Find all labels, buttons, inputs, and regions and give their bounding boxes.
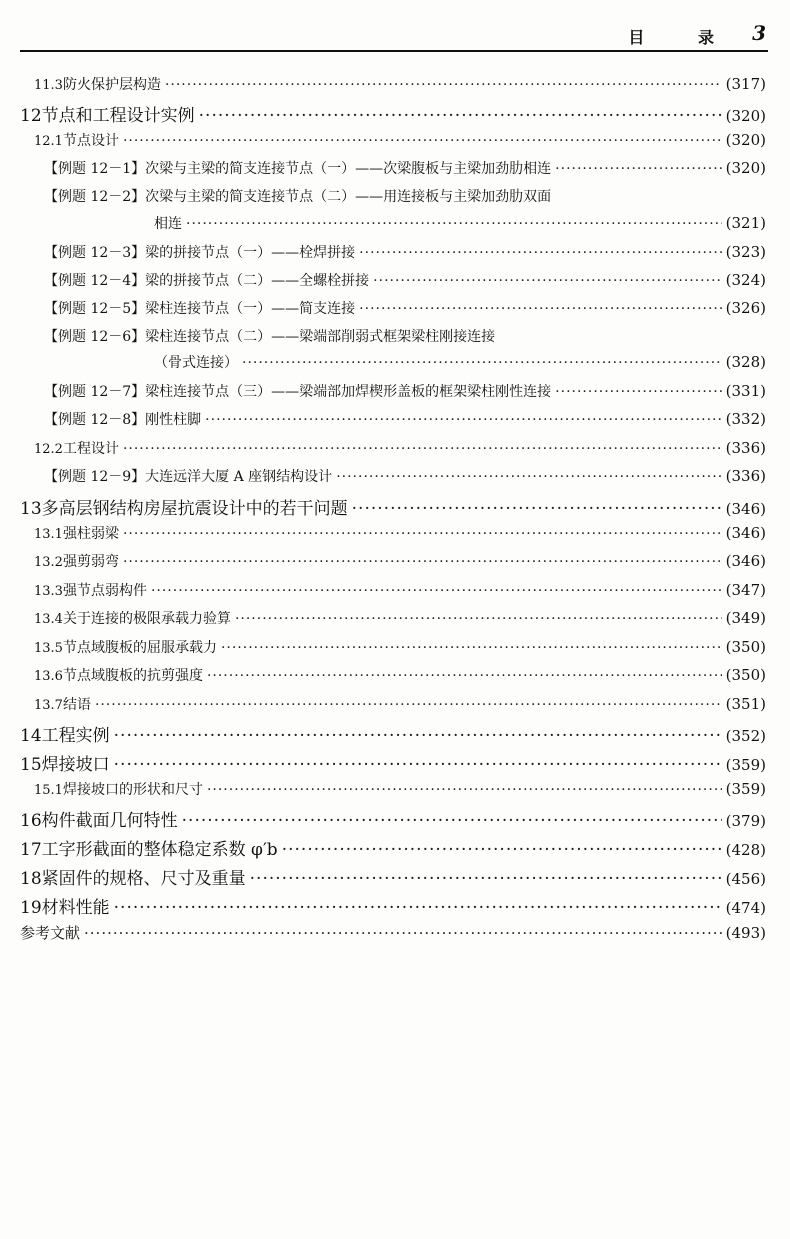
leader-dots — [282, 840, 722, 860]
toc-entry-example-12-4[interactable] — [0, 270, 790, 298]
leader-dots — [114, 726, 722, 746]
toc-entry-18[interactable] — [0, 864, 790, 892]
leader-dots — [235, 611, 722, 627]
entry-page: (336) — [725, 467, 766, 485]
entry-number: 15.1 — [34, 783, 63, 798]
entry-number: 11.3 — [34, 78, 63, 93]
leader-dots — [95, 697, 722, 713]
entry-number: 14 — [20, 726, 42, 746]
entry-page: (326) — [725, 299, 766, 317]
toc-entry-example-12-7[interactable] — [0, 381, 790, 409]
entry-title: （骨式连接） — [154, 355, 238, 371]
entry-title: 关于连接的极限承载力验算 — [62, 611, 231, 627]
entry-number: 13.4 — [34, 612, 63, 627]
entry-title: 工字形截面的整体稳定系数 φ′b — [41, 840, 278, 860]
leader-dots — [221, 640, 722, 656]
toc-entry-example-12-6-cont[interactable] — [0, 352, 790, 380]
page-header — [20, 16, 768, 52]
toc-entry-12-1[interactable] — [0, 130, 790, 158]
leader-dots — [114, 898, 722, 918]
entry-title: 强柱弱梁 — [62, 526, 119, 542]
toc-entry-13-7[interactable] — [0, 694, 790, 722]
entry-number: 13 — [20, 499, 42, 519]
entry-page: (317) — [725, 75, 766, 93]
entry-number: 【例题 12－8】 — [44, 412, 146, 428]
entry-page: (352) — [725, 727, 766, 745]
toc-entry-13-2[interactable] — [0, 551, 790, 579]
toc-entry-references[interactable] — [0, 922, 790, 950]
entry-page: (346) — [725, 524, 766, 542]
entry-number: 【例题 12－9】 — [44, 469, 146, 485]
toc-entry-example-12-2-cont[interactable] — [0, 213, 790, 241]
entry-page: (474) — [725, 899, 766, 917]
toc-entry-13[interactable] — [0, 494, 790, 522]
leader-dots — [359, 245, 721, 261]
page-number: 3 — [752, 21, 766, 45]
entry-title: 多高层钢结构房屋抗震设计中的若干问题 — [41, 499, 348, 519]
entry-page: (359) — [725, 780, 766, 798]
entry-number: 13.6 — [34, 669, 63, 684]
entry-number: 15 — [20, 755, 42, 775]
entry-number: 【例题 12－1】 — [44, 161, 146, 177]
toc-entry-13-3[interactable] — [0, 580, 790, 608]
entry-title: 刚性柱脚 — [145, 412, 202, 428]
entry-page: (351) — [725, 695, 766, 713]
toc-entry-13-4[interactable] — [0, 608, 790, 636]
entry-title: 强剪弱弯 — [62, 554, 119, 570]
entry-number: 19 — [20, 898, 42, 918]
toc-entry-15-1[interactable] — [0, 779, 790, 807]
leader-dots — [165, 77, 722, 93]
entry-title: 梁的拼接节点（一）——栓焊拼接 — [145, 245, 356, 261]
entry-title: 紧固件的规格、尺寸及重量 — [41, 869, 246, 889]
leader-dots — [199, 106, 722, 126]
entry-page: (346) — [725, 500, 766, 518]
entry-title: 梁柱连接节点（一）——简支连接 — [145, 301, 356, 317]
leader-dots — [555, 384, 721, 400]
entry-page: (379) — [725, 812, 766, 830]
leader-dots — [373, 273, 721, 289]
entry-title: 材料性能 — [41, 898, 110, 918]
leader-dots — [352, 499, 722, 519]
entry-title: 防火保护层构造 — [62, 77, 161, 93]
toc-entry-12[interactable] — [0, 101, 790, 129]
toc-entry-example-12-8[interactable] — [0, 409, 790, 437]
entry-number: 12 — [20, 106, 42, 126]
leader-dots — [359, 301, 721, 317]
entry-page: (493) — [725, 924, 766, 942]
toc-entry-15[interactable] — [0, 750, 790, 778]
entry-number: 【例题 12－4】 — [44, 273, 146, 289]
entry-page: (320) — [725, 131, 766, 149]
entry-number: 13.7 — [34, 698, 63, 713]
entry-number: 18 — [20, 869, 42, 889]
entry-title: 大连远洋大厦 A 座钢结构设计 — [145, 469, 333, 485]
leader-dots — [250, 869, 722, 889]
entry-page: (456) — [725, 870, 766, 888]
leader-dots — [186, 216, 722, 232]
entry-page: (350) — [725, 666, 766, 684]
toc-entry-12-2[interactable] — [0, 438, 790, 466]
leader-dots — [123, 441, 722, 457]
entry-page: (336) — [725, 439, 766, 457]
entry-number: 12.2 — [34, 442, 63, 457]
entry-page: (346) — [725, 552, 766, 570]
entry-title: 构件截面几何特性 — [41, 811, 178, 831]
toc-entry-13-1[interactable] — [0, 523, 790, 551]
entry-title: 焊接坡口 — [41, 755, 110, 775]
entry-title: 节点域腹板的屈服承载力 — [62, 640, 217, 656]
toc-entry-example-12-9[interactable] — [0, 466, 790, 494]
entry-page: (321) — [725, 214, 766, 232]
entry-title: 次梁与主梁的简支连接节点（一）——次梁腹板与主梁加劲肋相连 — [145, 161, 552, 177]
entry-title: 结语 — [62, 697, 91, 713]
leader-dots — [182, 811, 722, 831]
entry-title: 梁的拼接节点（二）——全螺栓拼接 — [145, 273, 370, 289]
entry-title: 梁柱连接节点（三）——梁端部加焊楔形盖板的框架梁柱刚性连接 — [145, 384, 552, 400]
entry-number: 13.3 — [34, 584, 63, 599]
entry-number: 13.5 — [34, 641, 63, 656]
entry-page: (324) — [725, 271, 766, 289]
toc-entry-16[interactable] — [0, 806, 790, 834]
leader-dots — [151, 583, 722, 599]
entry-title: 次梁与主梁的简支连接节点（二）——用连接板与主梁加劲肋双面 — [145, 189, 552, 205]
entry-number: 13.2 — [34, 555, 63, 570]
toc-entry-example-12-3[interactable] — [0, 242, 790, 270]
entry-number: 【例题 12－2】 — [44, 189, 146, 205]
entry-title: 梁柱连接节点（二）——梁端部削弱式框架梁柱刚接连接 — [145, 329, 496, 345]
leader-dots — [123, 133, 722, 149]
header-title: 目 录 — [628, 28, 738, 47]
leader-dots — [123, 526, 722, 542]
entry-page: (320) — [725, 107, 766, 125]
toc-entry-14[interactable] — [0, 721, 790, 749]
entry-page: (331) — [725, 382, 766, 400]
toc-entry-13-6[interactable] — [0, 665, 790, 693]
entry-page: (347) — [725, 581, 766, 599]
entry-title: 工程实例 — [41, 726, 110, 746]
entry-title: 强节点弱构件 — [62, 583, 147, 599]
entry-title: 节点和工程设计实例 — [41, 106, 195, 126]
entry-title: 节点设计 — [62, 133, 119, 149]
entry-title: 焊接坡口的形状和尺寸 — [62, 782, 203, 798]
toc-entry-19[interactable] — [0, 893, 790, 921]
entry-page: (428) — [725, 841, 766, 859]
entry-number: 【例题 12－5】 — [44, 301, 146, 317]
leader-dots — [84, 924, 722, 942]
toc-entry-example-12-1[interactable] — [0, 158, 790, 186]
leader-dots — [242, 355, 722, 371]
leader-dots — [205, 412, 721, 428]
entry-title: 参考文献 — [20, 924, 81, 942]
entry-number: 16 — [20, 811, 42, 831]
entry-title: 相连 — [154, 216, 182, 232]
entry-page: (349) — [725, 609, 766, 627]
leader-dots — [114, 755, 722, 775]
toc-entry-11-3[interactable] — [0, 74, 790, 102]
entry-page: (328) — [725, 353, 766, 371]
entry-page: (350) — [725, 638, 766, 656]
entry-number: 12.1 — [34, 134, 63, 149]
entry-title: 节点域腹板的抗剪强度 — [62, 668, 203, 684]
leader-dots — [207, 668, 722, 684]
toc-entry-example-12-5[interactable] — [0, 298, 790, 326]
entry-page: (332) — [725, 410, 766, 428]
toc-entry-example-12-6[interactable] — [0, 326, 790, 354]
entry-number: 13.1 — [34, 527, 63, 542]
toc-entry-example-12-2[interactable] — [0, 186, 790, 214]
leader-dots — [123, 554, 722, 570]
leader-dots — [555, 161, 721, 177]
entry-number: 【例题 12－6】 — [44, 329, 146, 345]
entry-number: 【例题 12－7】 — [44, 384, 146, 400]
entry-page: (359) — [725, 756, 766, 774]
toc-entry-17[interactable] — [0, 835, 790, 863]
leader-dots — [207, 782, 722, 798]
entry-page: (323) — [725, 243, 766, 261]
entry-number: 17 — [20, 840, 42, 860]
entry-title: 工程设计 — [62, 441, 119, 457]
toc-entry-13-5[interactable] — [0, 637, 790, 665]
entry-number: 【例题 12－3】 — [44, 245, 146, 261]
entry-page: (320) — [725, 159, 766, 177]
leader-dots — [336, 469, 721, 485]
